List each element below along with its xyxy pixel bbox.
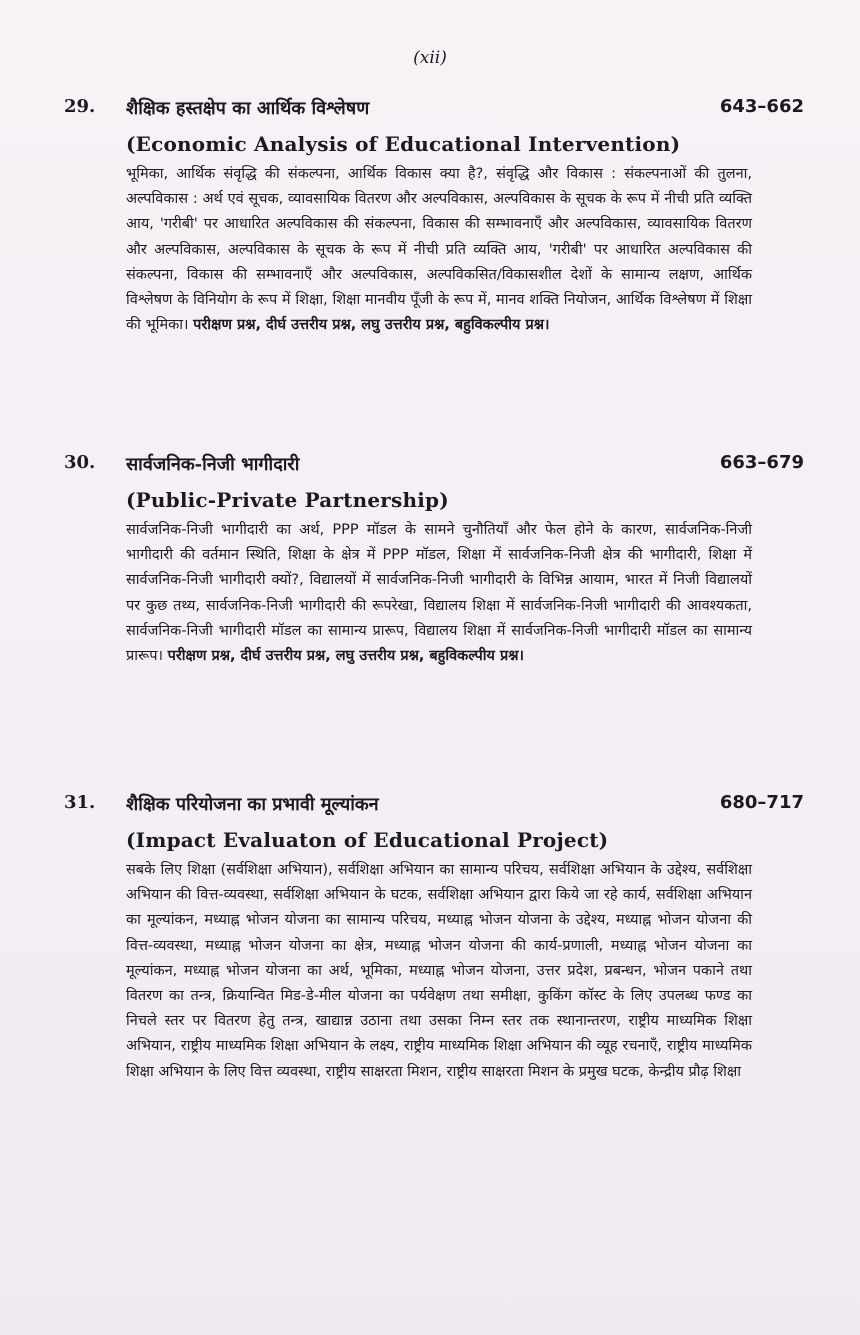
toc-entry-29	[64, 96, 804, 338]
contents-text: भूमिका, आर्थिक संवृद्धि की संकल्पना, आर्थिक विकास क्या है?, संवृद्धि और विकास : संकल्पनाओं की तुलना, अल्पविकास : अर्थ एवं सूचक, व्यावसायिक वितरण और अल्पविकास, अल्पविकास के सूचक के रूप में नीची प्रति व्यक्ति आय, 'गरीबी' पर आधारित अल्पविकास की संकल्पना, विकास की सम्भावनाएँ और अल्पविकास, व्यावसायिक वितरण और अल्पविकास, अल्पविकास के सूचक के रूप में नीची प्रति व्यक्ति आय, 'गरीबी' पर आधारित अल्पविकास की संकल्पना, विकास की सम्भावनाएँ और अल्पविकास, अल्पविकसित/विकासशील देशों के सामान्य लक्षण, आर्थिक विश्लेषण के विनियोग के रूप में शिक्षा, शिक्षा मानवीय पूँजी के रूप में, मानव शक्ति नियोजन, आर्थिक विश्लेषण में शिक्षा की भूमिका।	[126, 166, 752, 334]
chapter-heading	[64, 452, 804, 482]
chapter-title-english: (Economic Analysis of Educational Intervention)	[126, 132, 681, 156]
exercise-questions: परीक्षण प्रश्न, दीर्घ उत्तरीय प्रश्न, लघु उत्तरीय प्रश्न, बहुविकल्पीय प्रश्न।	[193, 317, 550, 334]
toc-entry-31	[64, 792, 804, 1085]
toc-entry-30	[64, 452, 804, 669]
chapter-heading	[64, 792, 804, 822]
chapter-number: 30.	[64, 452, 96, 473]
chapter-title-english: (Public-Private Partnership)	[126, 488, 449, 512]
page-range: 643–662	[719, 96, 804, 117]
contents-text: सार्वजनिक-निजी भागीदारी का अर्थ, PPP मॉडल के सामने चुनौतियाँ और फेल होने के कारण, सार्वजनिक-निजी भागीदारी की वर्तमान स्थिति, शिक्षा के क्षेत्र में PPP मॉडल, शिक्षा में सार्वजनिक-निजी क्षेत्र की भागीदारी, शिक्षा में सार्वजनिक-निजी भागीदारी क्यों?, विद्यालयों में सार्वजनिक-निजी भागीदारी के विभिन्न आयाम, भारत में निजी विद्यालयों पर कुछ तथ्य, सार्वजनिक-निजी भागीदारी की रूपरेखा, विद्यालय शिक्षा में सार्वजनिक-निजी भागीदारी की आवश्यकता, सार्वजनिक-निजी भागीदारी मॉडल का सामान्य प्रारूप, विद्यालय शिक्षा में सार्वजनिक-निजी भागीदारी मॉडल का सामान्य प्रारूप।	[126, 522, 752, 665]
chapter-number: 31.	[64, 792, 96, 813]
page-range: 663–679	[719, 452, 804, 473]
chapter-contents	[126, 858, 752, 1085]
contents-text: सबके लिए शिक्षा (सर्वशिक्षा अभियान), सर्वशिक्षा अभियान का सामान्य परिचय, सर्वशिक्षा अभियान के उद्देश्य, सर्वशिक्षा अभियान की वित्त-व्यवस्था, सर्वशिक्षा अभियान के घटक, सर्वशिक्षा अभियान द्वारा किये जा रहे कार्य, सर्वशिक्षा अभियान का मूल्यांकन, मध्याह्न भोजन योजना का सामान्य परिचय, मध्याह्न भोजन योजना के उद्देश्य, मध्याह्न भोजन योजना की वित्त-व्यवस्था, मध्याह्न भोजन योजना का क्षेत्र, मध्याह्न भोजन योजना की कार्य-प्रणाली, मध्याह्न भोजन योजना का मूल्यांकन, मध्याह्न भोजन योजना का अर्थ, भूमिका, मध्याह्न भोजन योजना, उत्तर प्रदेश, प्रबन्धन, भोजन पकाने तथा वितरण का तन्त्र, क्रियान्वित मिड-डे-मील योजना का पर्यवेक्षण तथा समीक्षा, कुकिंग कॉस्ट के लिए उपलब्ध फण्ड का निचले स्तर पर वितरण हेतु तन्त्र, खाद्यान्न उठाना तथा उसका निम्न स्तर तक स्थानान्तरण, राष्ट्रीय माध्यमिक शिक्षा अभियान, राष्ट्रीय माध्यमिक शिक्षा अभियान के लक्ष्य, राष्ट्रीय माध्यमिक शिक्षा अभियान की व्यूह रचनाएँ, राष्ट्रीय माध्यमिक शिक्षा अभियान के लिए वित्त व्यवस्था, राष्ट्रीय साक्षरता मिशन, राष्ट्रीय साक्षरता मिशन के प्रमुख घटक, केन्द्रीय प्रौढ़ शिक्षा	[126, 862, 752, 1080]
page-range: 680–717	[719, 792, 804, 813]
exercise-questions: परीक्षण प्रश्न, दीर्घ उत्तरीय प्रश्न, लघु उत्तरीय प्रश्न, बहुविकल्पीय प्रश्न।	[167, 648, 524, 665]
chapter-heading	[64, 96, 804, 126]
chapter-number: 29.	[64, 96, 96, 117]
chapter-title-hindi: शैक्षिक हस्तक्षेप का आर्थिक विश्लेषण	[126, 98, 370, 119]
chapter-title-english: (Impact Evaluaton of Educational Project)	[126, 828, 609, 852]
chapter-title-hindi: सार्वजनिक-निजी भागीदारी	[126, 454, 300, 475]
chapter-contents	[126, 162, 752, 338]
page-number: (xii)	[413, 48, 447, 68]
chapter-title-hindi: शैक्षिक परियोजना का प्रभावी मूल्यांकन	[126, 794, 379, 815]
chapter-contents	[126, 518, 752, 669]
